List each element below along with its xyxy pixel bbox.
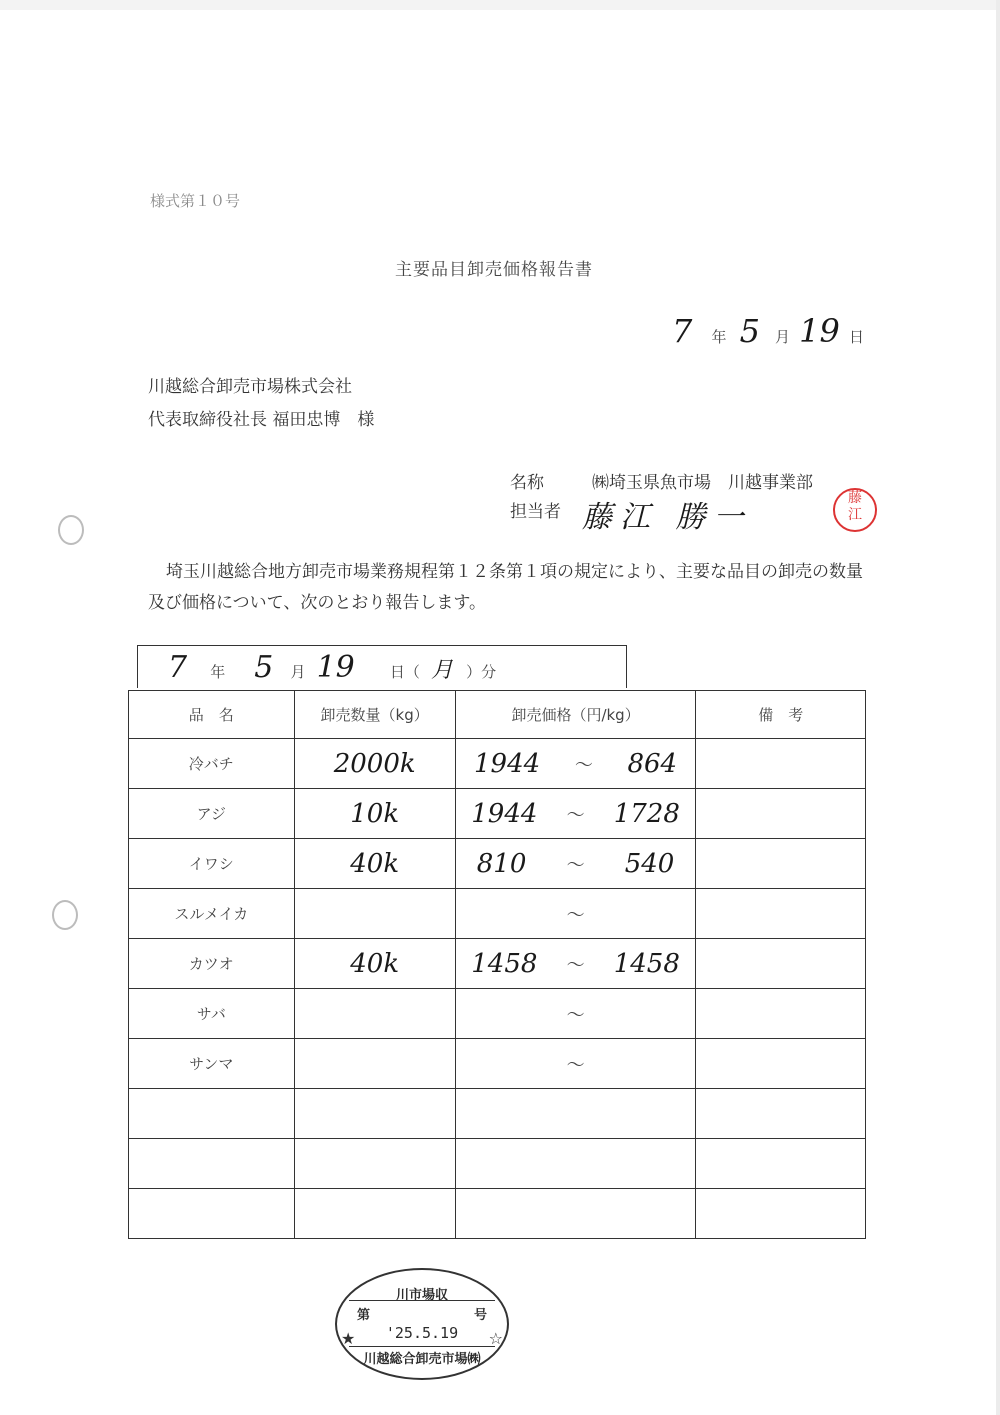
quantity-cell — [294, 1189, 455, 1239]
price-cell — [455, 1139, 696, 1189]
note-cell — [696, 939, 866, 989]
table-row — [129, 839, 866, 889]
scan-edge-top — [0, 0, 1000, 10]
report-month: 5 — [739, 312, 760, 350]
price-range-tilde: ～ — [566, 804, 585, 826]
form-number: 様式第１０号 — [150, 192, 241, 210]
note-cell — [696, 889, 866, 939]
price-high: 1458 — [613, 948, 680, 979]
quantity-value: 40k — [350, 948, 400, 979]
table-row — [129, 939, 866, 989]
price-low: 1458 — [471, 948, 538, 979]
table-row — [129, 889, 866, 939]
quantity-cell — [294, 739, 455, 789]
price-range-tilde: ～ — [574, 754, 593, 776]
sender-person-label: 担当者 — [510, 502, 561, 522]
price-table — [128, 690, 866, 1239]
quantity-cell — [294, 839, 455, 889]
price-cell — [455, 839, 696, 889]
binder-hole-lower — [52, 900, 78, 930]
star-icon-right: ☆ — [488, 1329, 503, 1348]
report-day-unit: 日 — [848, 328, 864, 346]
item-name — [129, 1189, 295, 1239]
item-name — [129, 1139, 295, 1189]
quantity-cell — [294, 939, 455, 989]
price-low: 1944 — [474, 748, 541, 779]
price-range-tilde: ～ — [566, 1054, 585, 1076]
stamp-bottom-text: 川越総合卸売市場㈱ — [363, 1352, 481, 1367]
price-cell — [455, 989, 696, 1039]
seal-char-2: 江 — [848, 507, 862, 523]
note-cell — [696, 1089, 866, 1139]
item-name: イワシ — [129, 839, 295, 889]
table-row — [129, 1189, 866, 1239]
recipient-person: 代表取締役社長 福田忠博 様 — [148, 410, 375, 430]
header-quantity: 卸売数量（kg） — [294, 691, 455, 739]
report-date — [672, 312, 872, 352]
price-low: 810 — [476, 848, 527, 879]
price-cell — [455, 739, 696, 789]
table-date-box — [137, 645, 627, 688]
note-cell — [696, 839, 866, 889]
table-date-suffix: ）分 — [466, 663, 497, 681]
price-cell — [455, 1039, 696, 1089]
quantity-cell — [294, 989, 455, 1039]
scan-edge-right — [996, 0, 1000, 1415]
note-cell — [696, 1039, 866, 1089]
sender-name-value: ㈱埼玉県魚市場 川越事業部 — [592, 473, 813, 493]
table-row — [129, 1039, 866, 1089]
quantity-value: 40k — [350, 848, 400, 879]
header-note: 備 考 — [696, 691, 866, 739]
quantity-cell — [294, 1089, 455, 1139]
price-range-tilde: ～ — [566, 954, 585, 976]
table-body — [129, 739, 866, 1239]
quantity-cell — [294, 1139, 455, 1189]
star-icon-left: ★ — [341, 1329, 356, 1348]
note-cell — [696, 989, 866, 1039]
stamp-divider-bottom — [349, 1346, 495, 1347]
quantity-cell — [294, 789, 455, 839]
item-name — [129, 1089, 295, 1139]
stamp-go: 号 — [473, 1308, 487, 1323]
price-cell — [455, 789, 696, 839]
seal-char-1: 藤 — [848, 490, 862, 506]
table-day-unit: 日（ — [389, 663, 420, 681]
table-row — [129, 1139, 866, 1189]
sender-name-label: 名称 — [510, 473, 544, 493]
personal-seal-stamp — [833, 488, 877, 532]
price-cell — [455, 1089, 696, 1139]
table-header-row — [129, 691, 866, 739]
price-range-tilde: ～ — [566, 904, 585, 926]
table-weekday: 月 — [430, 658, 453, 683]
quantity-value: 2000k — [333, 748, 416, 779]
note-cell — [696, 1189, 866, 1239]
item-name: カツオ — [129, 939, 295, 989]
price-cell — [455, 889, 696, 939]
table-row — [129, 1089, 866, 1139]
report-month-unit: 月 — [775, 328, 791, 346]
table-month-unit: 月 — [290, 663, 306, 681]
quantity-value: 10k — [350, 798, 400, 829]
receipt-stamp — [335, 1268, 509, 1380]
header-price: 卸売価格（円/kg） — [455, 691, 696, 739]
price-high: 540 — [624, 848, 675, 879]
price-range-tilde: ～ — [566, 854, 585, 876]
item-name: サンマ — [129, 1039, 295, 1089]
price-cell — [455, 939, 696, 989]
stamp-top-text: 川市場収 — [395, 1288, 448, 1303]
price-high: 864 — [627, 748, 678, 779]
table-row — [129, 989, 866, 1039]
item-name: アジ — [129, 789, 295, 839]
table-row — [129, 789, 866, 839]
price-cell — [455, 1189, 696, 1239]
item-name: スルメイカ — [129, 889, 295, 939]
document-title: 主要品目卸売価格報告書 — [395, 260, 593, 280]
report-year-unit: 年 — [711, 328, 727, 346]
stamp-date: '25.5.19 — [385, 1324, 459, 1342]
quantity-cell — [294, 889, 455, 939]
note-cell — [696, 789, 866, 839]
table-year: 7 — [168, 650, 188, 685]
stamp-divider-top — [349, 1300, 495, 1301]
price-high: 1728 — [613, 798, 680, 829]
table-row — [129, 739, 866, 789]
report-year: 7 — [672, 312, 693, 350]
table-year-unit: 年 — [210, 663, 226, 681]
price-range-tilde: ～ — [566, 1004, 585, 1026]
item-name: 冷バチ — [129, 739, 295, 789]
header-item: 品 名 — [129, 691, 295, 739]
price-low: 1944 — [471, 798, 538, 829]
stamp-dai: 第 — [357, 1308, 371, 1323]
table-month: 5 — [254, 650, 274, 685]
sender-signature: 藤江 勝一 — [582, 500, 752, 535]
report-day: 19 — [799, 312, 840, 350]
quantity-cell — [294, 1039, 455, 1089]
intro-paragraph: 埼玉川越総合地方卸売市場業務規程第１２条第１項の規定により、主要な品目の卸売の数量及び価格について、次のとおり報告します。 — [148, 562, 863, 613]
recipient-company: 川越総合卸売市場株式会社 — [148, 377, 352, 397]
note-cell — [696, 1139, 866, 1189]
binder-hole-upper — [58, 515, 84, 545]
note-cell — [696, 739, 866, 789]
item-name: サバ — [129, 989, 295, 1039]
table-day: 19 — [316, 650, 355, 685]
